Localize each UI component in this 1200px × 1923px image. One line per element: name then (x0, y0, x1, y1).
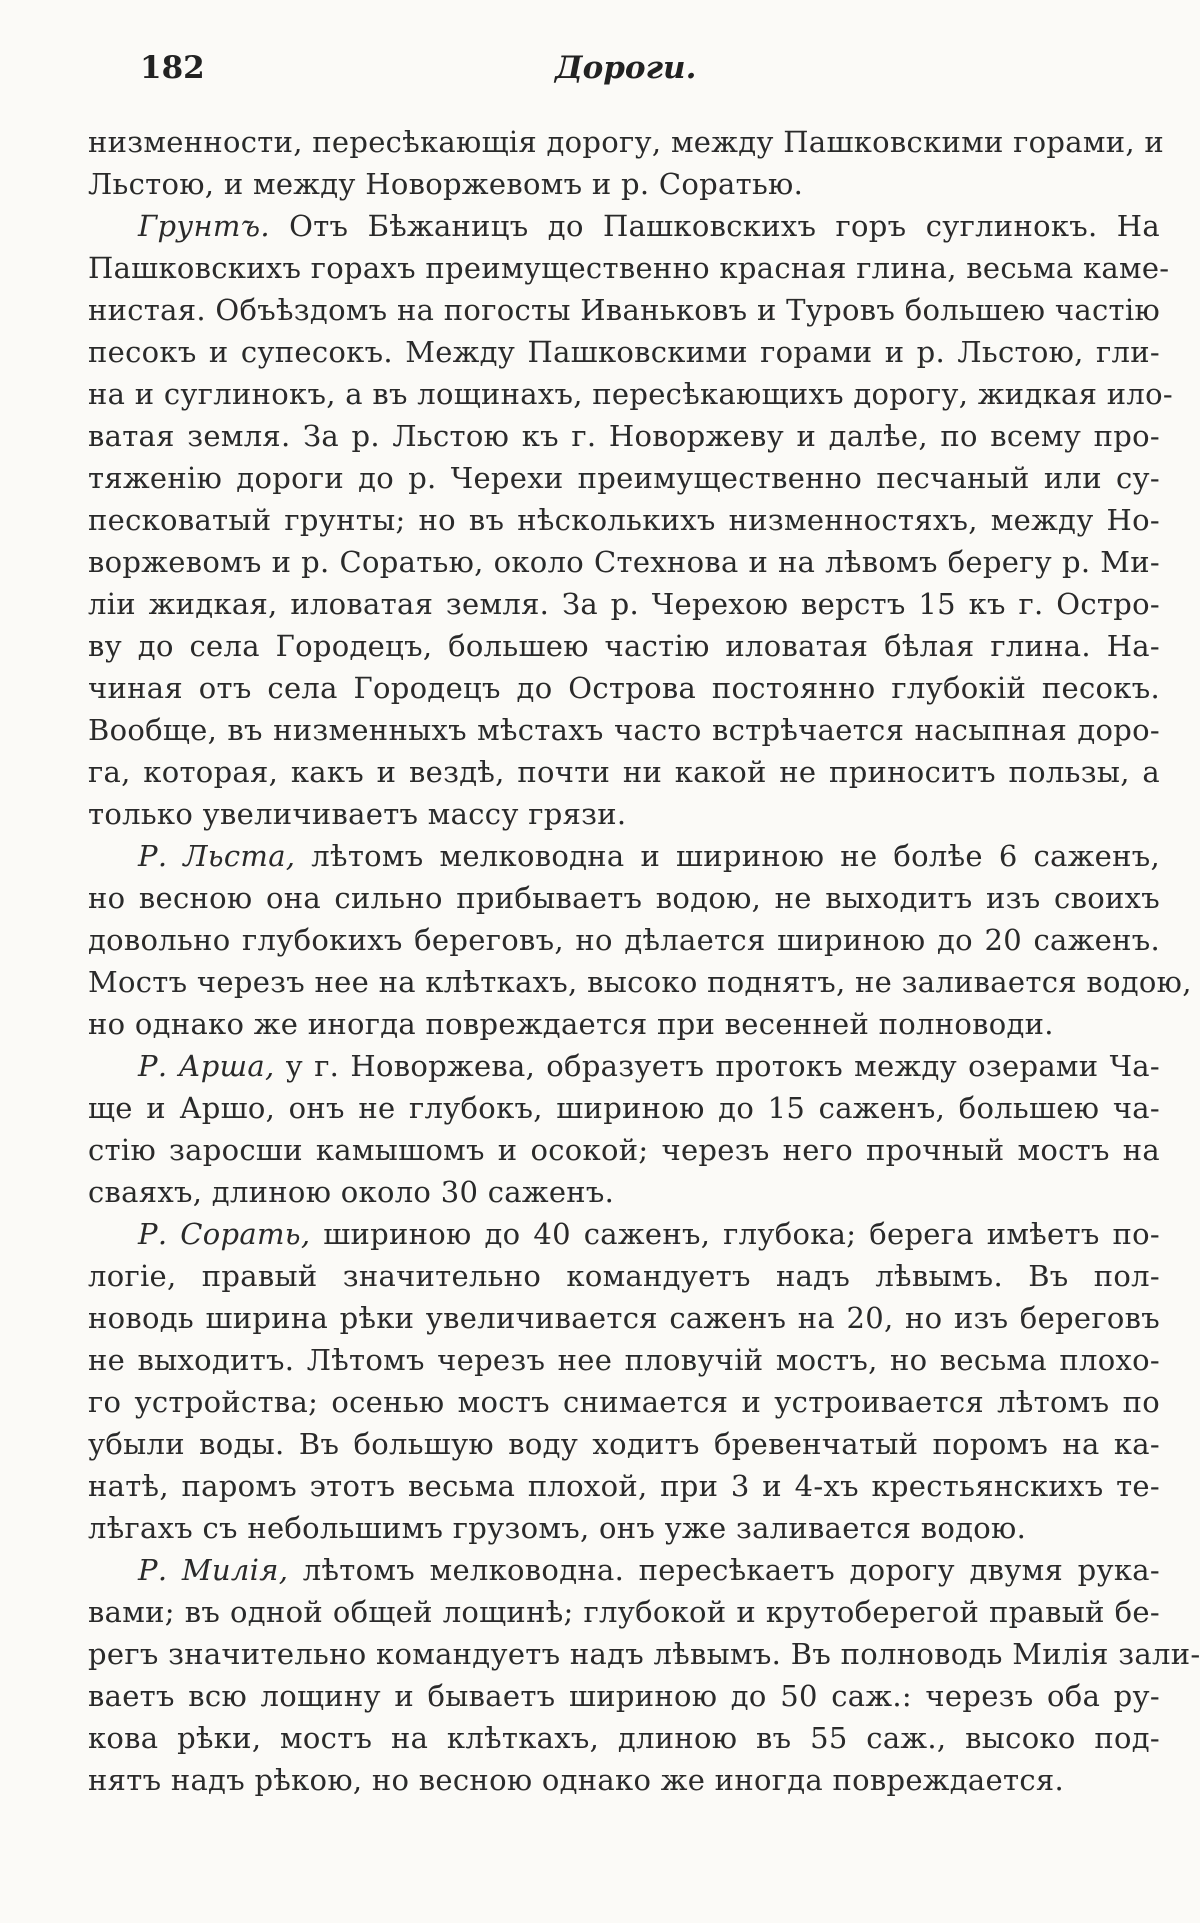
text-line (88, 583, 1160, 625)
text-line (88, 541, 1160, 583)
text-line (88, 1255, 1160, 1297)
line-text: Отъ Бѣжаницъ до Пашковскихъ горъ суглинокъ. На (269, 209, 1160, 243)
page-header (140, 50, 1070, 100)
section-heading: Р. Льста, (138, 839, 296, 873)
line-text: ліи жидкая, иловатая земля. За р. Черехою верстъ 15 къ г. Остро- (88, 587, 1160, 621)
text-line (88, 1717, 1160, 1759)
line-text: нятъ надъ рѣкою, но весною однако же иногда повреждается. (88, 1763, 1064, 1797)
text-line (88, 625, 1160, 667)
text-line (88, 247, 1170, 289)
text-line (88, 1675, 1160, 1717)
line-text: но весною она сильно прибываетъ водою, не выходитъ изъ своихъ (88, 881, 1160, 915)
text-line (88, 1423, 1160, 1465)
section-heading: Р. Милія, (138, 1553, 289, 1587)
line-text: Пашковскихъ горахъ преимущественно красная глина, весьма каме- (88, 251, 1170, 285)
body-text (88, 121, 1200, 1801)
text-line (88, 163, 1160, 205)
line-text: нистая. Объѣздомъ на погосты Иваньковъ и Туровъ большею частію (88, 293, 1160, 327)
line-text: стію заросши камышомъ и осокой; черезъ него прочный мостъ на (88, 1133, 1160, 1167)
line-text: сваяхъ, длиною около 30 саженъ. (88, 1175, 615, 1209)
line-text: песокъ и супесокъ. Между Пашковскими горами и р. Льстою, гли- (88, 335, 1160, 369)
text-line (88, 1003, 1160, 1045)
text-line (88, 1591, 1160, 1633)
text-line (88, 1045, 1160, 1087)
line-text: на и суглинокъ, а въ лощинахъ, пересѣкающихъ дорогу, жидкая ило- (88, 377, 1173, 411)
text-line (88, 415, 1160, 457)
text-line (88, 1507, 1160, 1549)
text-line (88, 1465, 1160, 1507)
line-text: га, которая, какъ и вездѣ, почти ни какой не приноситъ пользы, а (88, 755, 1160, 789)
text-line (88, 499, 1160, 541)
text-line (88, 373, 1173, 415)
text-line (88, 835, 1160, 877)
line-text: убыли воды. Въ большую воду ходитъ бревенчатый поромъ на ка- (88, 1427, 1160, 1461)
line-text: Льстою, и между Новоржевомъ и р. Соратью. (88, 167, 804, 201)
line-text: песковатый грунты; но въ нѣсколькихъ низменностяхъ, между Но- (88, 503, 1160, 537)
text-line (88, 1171, 1160, 1213)
line-text: довольно глубокихъ береговъ, но дѣлается шириною до 20 саженъ. (88, 923, 1160, 957)
text-line (88, 1633, 1200, 1675)
line-text: го устройства; осенью мостъ снимается и устроивается лѣтомъ по (88, 1385, 1160, 1419)
line-text: низменности, пересѣкающія дорогу, между Пашковскими горами, и (88, 125, 1164, 159)
text-line (88, 289, 1160, 331)
running-head: Дороги. (555, 50, 697, 86)
text-line (88, 1213, 1160, 1255)
text-line (88, 919, 1160, 961)
section-heading: Р. Сорать, (138, 1217, 311, 1251)
line-text: вами; въ одной общей лощинѣ; глубокой и крутоберегой правый бе- (88, 1595, 1160, 1629)
section-heading: Грунтъ. (138, 209, 270, 243)
text-line (88, 1129, 1160, 1171)
line-text: только увеличиваетъ массу грязи. (88, 797, 627, 831)
text-line (88, 205, 1160, 247)
line-text: воржевомъ и р. Соратью, около Стехнова и на лѣвомъ берегу р. Ми- (88, 545, 1160, 579)
line-text: ватая земля. За р. Льстою къ г. Новоржеву и далѣе, по всему про- (88, 419, 1160, 453)
text-line (88, 877, 1160, 919)
line-text: у г. Новоржева, образуетъ протокъ между озерами Ча- (274, 1049, 1160, 1083)
text-line (88, 1381, 1160, 1423)
text-line (88, 751, 1160, 793)
text-line (88, 709, 1160, 751)
text-line (88, 1087, 1160, 1129)
line-text: ваетъ всю лощину и бываетъ шириною до 50 саж.: черезъ оба ру- (88, 1679, 1160, 1713)
line-text: Вообще, въ низменныхъ мѣстахъ часто встрѣчается насыпная доро- (88, 713, 1160, 747)
line-text: Мостъ черезъ нее на клѣткахъ, высоко поднятъ, не заливается водою, (88, 965, 1192, 999)
line-text: регъ значительно командуетъ надъ лѣвымъ. Въ полноводь Милія зали- (88, 1637, 1200, 1671)
line-text: ву до села Городецъ, большею частію иловатая бѣлая глина. На- (88, 629, 1160, 663)
text-line (88, 1759, 1160, 1801)
line-text: натѣ, паромъ этотъ весьма плохой, при 3 и 4-хъ крестьянскихъ те- (88, 1469, 1160, 1503)
text-line (88, 961, 1192, 1003)
text-line (88, 1549, 1160, 1591)
text-line (88, 331, 1160, 373)
line-text: чиная отъ села Городецъ до Острова постоянно глубокій песокъ. (88, 671, 1160, 705)
text-line (88, 1297, 1160, 1339)
text-line (88, 457, 1160, 499)
line-text: кова рѣки, мостъ на клѣткахъ, длиною въ 55 саж., высоко под- (88, 1721, 1160, 1755)
line-text: но однако же иногда повреждается при весенней полноводи. (88, 1007, 1054, 1041)
text-line (88, 1339, 1160, 1381)
line-text: ще и Аршо, онъ не глубокъ, шириною до 15 саженъ, большею ча- (88, 1091, 1160, 1125)
line-text: лѣтомъ мелководна и шириною не болѣе 6 саженъ, (295, 839, 1160, 873)
line-text: лѣтомъ мелководна. пересѣкаетъ дорогу двумя рука- (288, 1553, 1160, 1587)
line-text: тяженію дороги до р. Черехи преимущественно песчаный или су- (88, 461, 1160, 495)
text-line (88, 667, 1160, 709)
line-text: не выходитъ. Лѣтомъ черезъ нее пловучій мостъ, но весьма плохо- (88, 1343, 1160, 1377)
line-text: лѣгахъ съ небольшимъ грузомъ, онъ уже заливается водою. (88, 1511, 1027, 1545)
line-text: шириною до 40 саженъ, глубока; берега имѣетъ по- (310, 1217, 1160, 1251)
text-line (88, 121, 1164, 163)
line-text: логіе, правый значительно командуетъ надъ лѣвымъ. Въ пол- (88, 1259, 1160, 1293)
line-text: новодь ширина рѣки увеличивается саженъ на 20, но изъ береговъ (88, 1301, 1160, 1335)
text-line (88, 793, 1160, 835)
section-heading: Р. Арша, (138, 1049, 275, 1083)
page-number: 182 (140, 50, 205, 86)
